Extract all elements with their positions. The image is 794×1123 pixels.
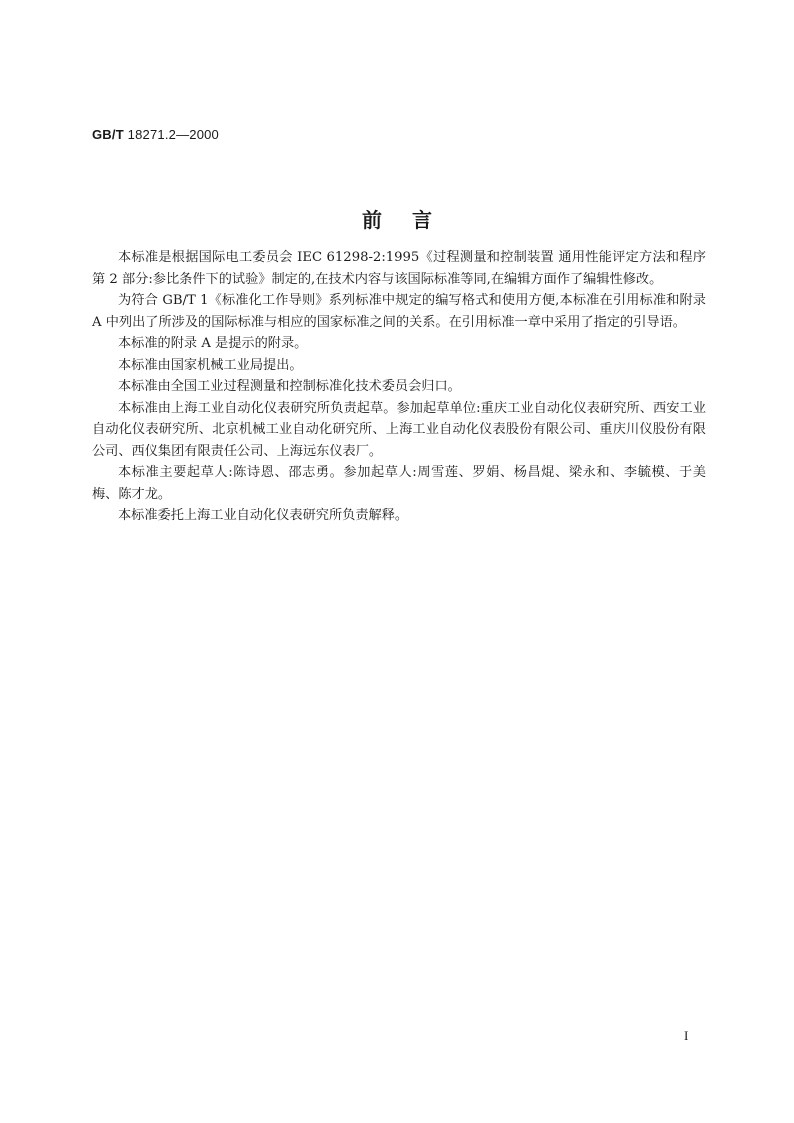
paragraph: 本标准由国家机械工业局提出。 bbox=[118, 357, 303, 373]
paragraph: 本标准由上海工业自动化仪表研究所负责起草。参加起草单位:重庆工业自动化仪表研究所、西安工业自动化仪表研究所、北京机械工业自动化研究所、上海工业自动化仪表股份有限公司、重庆川仪股份有限公司、西仪集团有限责任公司、上海远东仪表厂。 bbox=[92, 400, 706, 459]
standard-prefix: GB/T bbox=[92, 127, 124, 142]
foreword-body bbox=[92, 247, 706, 527]
page-number: I bbox=[684, 1028, 689, 1043]
standard-header bbox=[92, 127, 219, 142]
paragraph: 本标准的附录 A 是提示的附录。 bbox=[118, 336, 308, 351]
paragraph: 本标准主要起草人:陈诗恩、邵志勇。参加起草人:周雪莲、罗娟、杨昌焜、梁永和、李毓模、于美梅、陈才龙。 bbox=[92, 465, 706, 502]
page-title: 前言 bbox=[362, 208, 462, 232]
standard-number: 18271.2—2000 bbox=[127, 127, 219, 142]
paragraph: 为符合 GB/T 1《标准化工作导则》系列标准中规定的编写格式和使用方便,本标准在引用标准和附录 A 中列出了所涉及的国际标准与相应的国家标准之间的关系。在引用标准一章中采用了指定的引导语。 bbox=[92, 293, 706, 330]
paragraph: 本标准是根据国际电工委员会 IEC 61298-2:1995《过程测量和控制装置 通用性能评定方法和程序 第 2 部分:参比条件下的试验》制定的,在技术内容与该国际标准等同,在编辑方面作了编辑性修改。 bbox=[92, 250, 706, 287]
paragraph: 本标准委托上海工业自动化仪表研究所负责解释。 bbox=[118, 508, 409, 523]
paragraph: 本标准由全国工业过程测量和控制标准化技术委员会归口。 bbox=[118, 379, 461, 394]
